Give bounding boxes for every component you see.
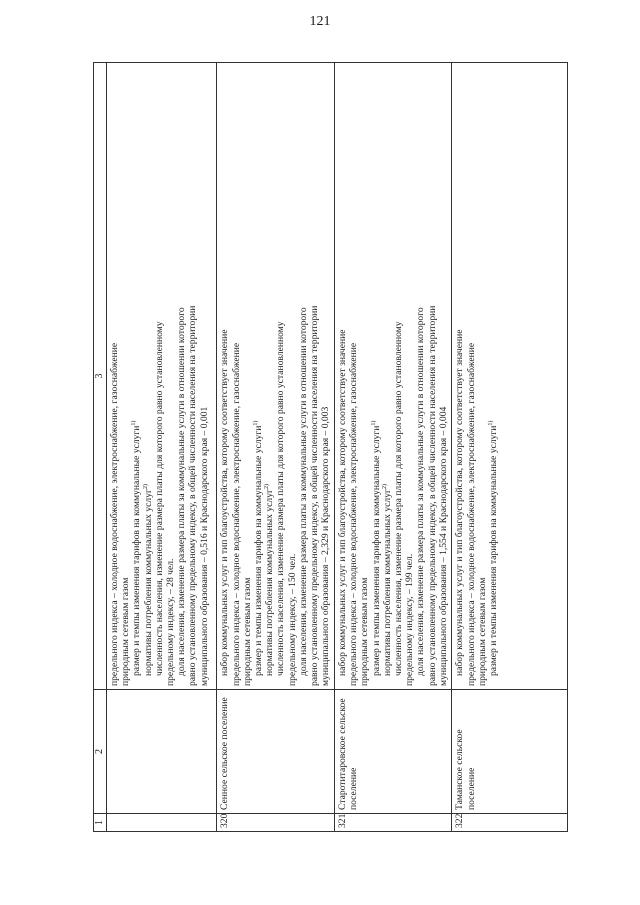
description-line — [415, 66, 426, 686]
row-number: 320 — [217, 814, 335, 832]
table-row — [334, 63, 452, 832]
description-line — [131, 66, 142, 686]
description-text: набор коммунальных услуг и тип благоустройства, которому соответствует значение — [454, 329, 466, 676]
description-line — [427, 66, 438, 686]
description-text: равно установленному предельному индексу, в общей численности населения на территории — [187, 305, 199, 686]
description-text: нормативы потребления коммунальных услуг — [142, 489, 154, 676]
description-cell — [217, 63, 335, 690]
settlement-name — [107, 690, 217, 814]
description-text: доля населения, изменение размера платы за коммунальные услуги в отношении которого — [176, 307, 188, 676]
description-text: природным сетевым газом — [476, 577, 488, 686]
description-text: нормативы потребления коммунальных услуг — [381, 489, 393, 676]
row-number — [107, 814, 217, 832]
table-row — [452, 63, 568, 832]
description-line — [199, 66, 210, 686]
description-line — [404, 66, 415, 686]
description-text: доля населения, изменение размера платы за коммунальные услуги в отношении которого — [415, 307, 427, 676]
description-text: численность населения, изменение размера платы для которого равно установленному — [275, 321, 287, 676]
description-line — [219, 66, 230, 686]
description-line — [298, 66, 309, 686]
row-number: 322 — [452, 814, 568, 832]
settlement-name: Таманское сельское поселение — [452, 690, 568, 814]
description-line — [466, 66, 477, 686]
table-body — [107, 63, 568, 832]
page-number: 121 — [309, 14, 331, 29]
description-text: равно установленному предельному индексу, в общей численности населения на территории — [309, 305, 321, 686]
description-text: размер и темпы изменения тарифов на коммунальные услуги — [131, 425, 143, 676]
description-text: размер и темпы изменения тарифов на коммунальные услуги — [488, 425, 500, 676]
footnote-marker: 1) — [252, 420, 259, 426]
description-cell — [334, 63, 452, 690]
settlement-name: Сенное сельское поселение — [217, 690, 335, 814]
description-line — [348, 66, 359, 686]
header-col-2: 2 — [94, 690, 107, 814]
description-text: нормативы потребления коммунальных услуг — [264, 489, 276, 676]
description-text: равно установленному предельному индексу, в общей численности населения на территории — [426, 305, 438, 686]
footnote-marker: 2) — [264, 484, 271, 490]
header-col-3: 3 — [94, 63, 107, 690]
description-text: предельному индексу, – 199 чел. — [404, 553, 416, 686]
description-line — [359, 66, 370, 686]
description-text: размер и темпы изменения тарифов на коммунальные услуги — [253, 425, 265, 676]
description-line — [488, 66, 499, 686]
description-text: природным сетевым газом — [120, 577, 132, 686]
header-row — [94, 63, 107, 832]
description-line — [477, 66, 488, 686]
row-number: 321 — [334, 814, 452, 832]
description-text: муниципального образования – 1,554 и Краснодарского края – 0,004 — [437, 406, 449, 686]
description-text: предельному индексу, – 28 чел. — [165, 558, 177, 686]
description-text: предельного индекса – холодное водоснабжение, электроснабжение, газоснабжение — [465, 342, 477, 686]
description-line — [382, 66, 393, 686]
rotated-table-container — [93, 62, 568, 832]
description-text: набор коммунальных услуг и тип благоустройства, которому соответствует значение — [336, 329, 348, 676]
description-text: доля населения, изменение размера платы за коммунальные услуги в отношении которого — [297, 307, 309, 676]
description-line — [393, 66, 404, 686]
description-line — [187, 66, 198, 686]
description-line — [438, 66, 449, 686]
description-text: предельного индекса – холодное водоснабжение, электроснабжение, газоснабжение — [348, 342, 360, 686]
footnote-marker: 2) — [142, 484, 149, 490]
description-line — [337, 66, 348, 686]
description-text: численность населения, изменение размера платы для которого равно установленному — [153, 321, 165, 676]
description-text: размер и темпы изменения тарифов на коммунальные услуги — [370, 425, 382, 676]
description-line — [309, 66, 320, 686]
description-line — [143, 66, 154, 686]
description-text: набор коммунальных услуг и тип благоустройства, которому соответствует значение — [219, 329, 231, 676]
description-text: муниципального образования – 2,329 и Краснодарского края – 0,003 — [320, 406, 332, 686]
description-line — [253, 66, 264, 686]
footnote-marker: 1) — [131, 420, 138, 426]
description-line — [287, 66, 298, 686]
description-cell — [107, 63, 217, 690]
tariff-table — [93, 62, 568, 832]
description-line — [275, 66, 286, 686]
description-line — [120, 66, 131, 686]
description-cell — [452, 63, 568, 690]
description-line — [154, 66, 165, 686]
footnote-marker: 2) — [381, 484, 388, 490]
description-line — [371, 66, 382, 686]
description-text: предельного индекса – холодное водоснабжение, электроснабжение, газоснабжение — [230, 342, 242, 686]
table-row — [217, 63, 335, 832]
table-row — [107, 63, 217, 832]
description-text: муниципального образования – 0,516 и Краснодарского края – 0,001 — [198, 406, 210, 686]
description-text: природным сетевым газом — [359, 577, 371, 686]
description-line — [242, 66, 253, 686]
description-line — [109, 66, 120, 686]
header-col-1: 1 — [94, 814, 107, 832]
description-line — [176, 66, 187, 686]
description-line — [165, 66, 176, 686]
settlement-name: Старотитаровское сельское поселение — [334, 690, 452, 814]
description-text: предельному индексу, – 150 чел. — [286, 553, 298, 686]
footnote-marker: 1) — [487, 420, 494, 426]
description-text: численность населения, изменение размера платы для которого равно установленному — [392, 321, 404, 676]
description-line — [264, 66, 275, 686]
description-line — [231, 66, 242, 686]
description-text: предельного индекса – холодное водоснабжение, электроснабжение, газоснабжение — [109, 342, 120, 686]
description-line — [454, 66, 465, 686]
description-text: природным сетевым газом — [241, 577, 253, 686]
footnote-marker: 1) — [370, 420, 377, 426]
description-line — [320, 66, 331, 686]
